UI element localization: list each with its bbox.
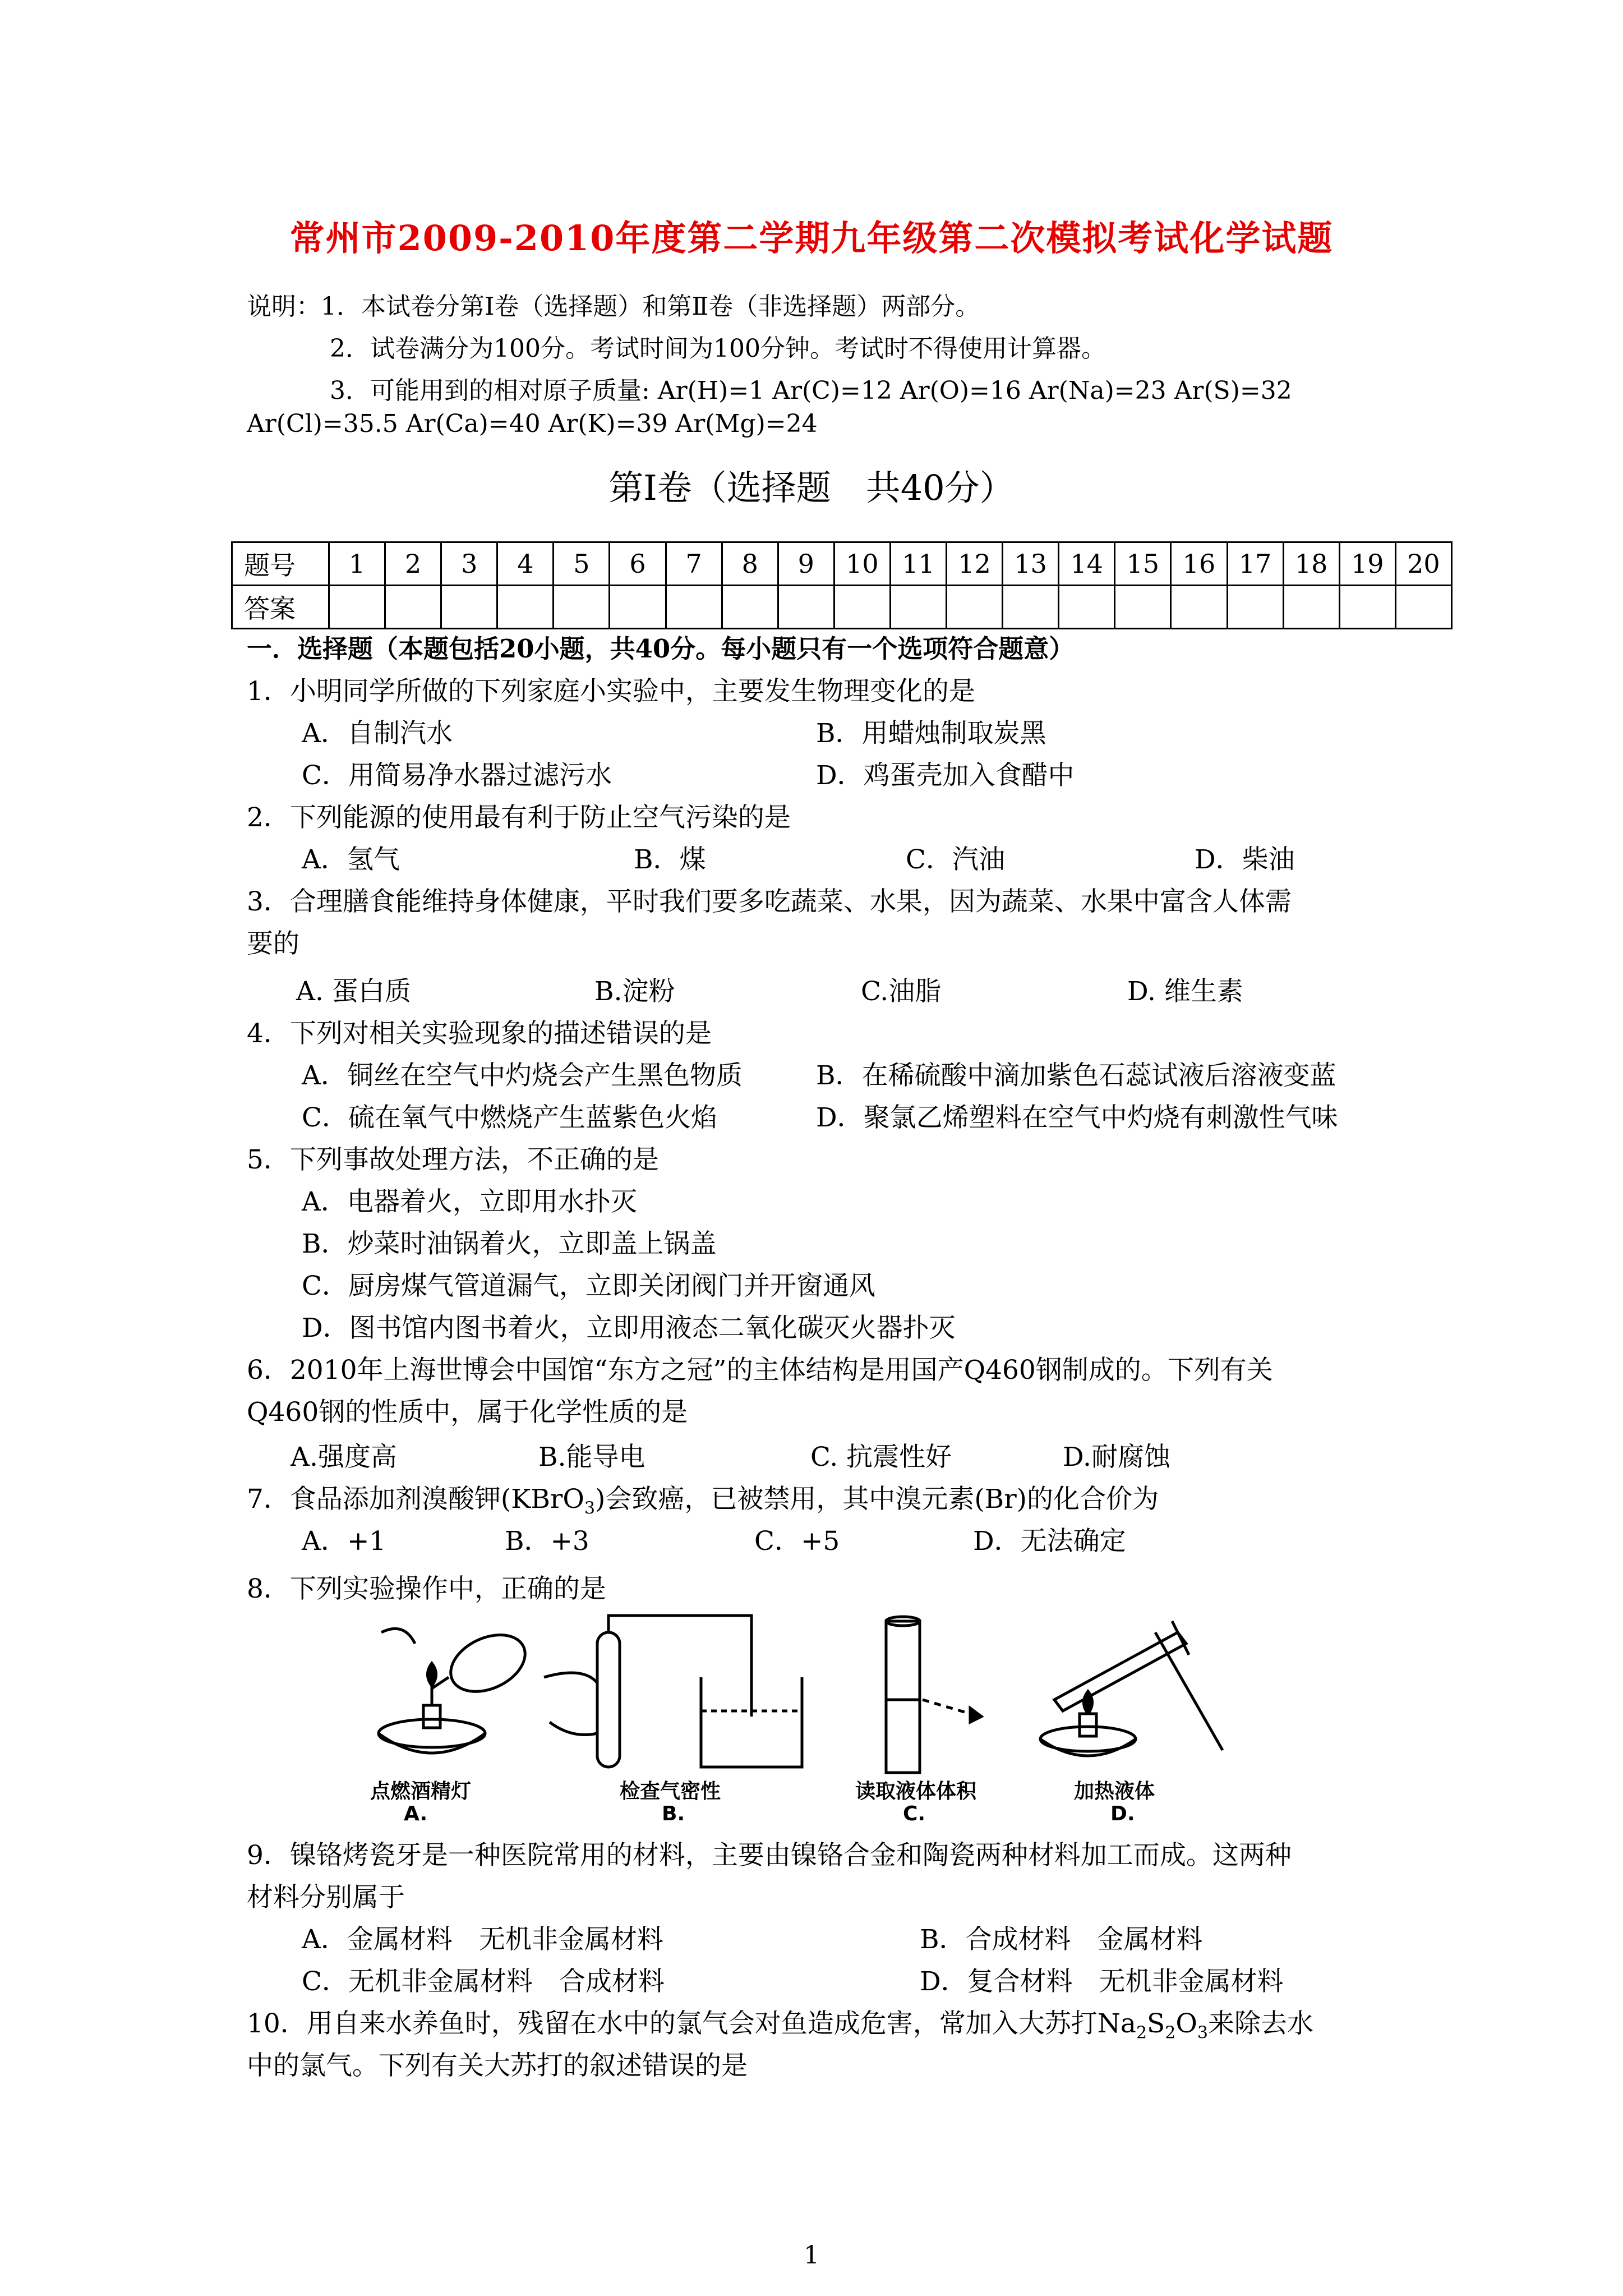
answer-cell[interactable]	[1059, 586, 1115, 629]
table-cell-number: 2	[385, 542, 441, 586]
q9-stem-line-1: 9．镍铬烤瓷牙是一种医院常用的材料，主要由镍铬合金和陶瓷两种材料加工而成。这两种	[247, 1840, 1292, 1871]
q7-stem	[247, 1478, 1159, 1518]
q10-mid-1: S	[1147, 2008, 1165, 2039]
note-line-4: Ar(Cl)=35.5 Ar(Ca)=40 Ar(K)=39 Ar(Mg)=24	[247, 409, 818, 438]
answer-table-number-row	[232, 542, 1452, 586]
q7-stem-pre: 7．食品添加剂溴酸钾(KBrO	[247, 1484, 584, 1515]
q2-option-d: D．柴油	[1195, 844, 1295, 875]
q3-stem-line-1: 3．合理膳食能维持身体健康，平时我们要多吃蔬菜、水果，因为蔬菜、水果中富含人体需	[247, 886, 1292, 917]
note-line-3: 3．可能用到的相对原子质量: Ar(H)=1 Ar(C)=12 Ar(O)=16 Ar(Na)=23 Ar(S)=32	[330, 376, 1292, 405]
q10-stem-line-2: 中的氯气。下列有关大苏打的叙述错误的是	[247, 2050, 748, 2081]
q1-stem: 1．小明同学所做的下列家庭小实验中，主要发生物理变化的是	[247, 676, 975, 707]
section-title: 第Ⅰ卷（选择题 共40分）	[608, 467, 1015, 508]
q5-option-b: B．炒菜时油锅着火，立即盖上锅盖	[302, 1228, 717, 1259]
q6-option-d: D.耐腐蚀	[1063, 1442, 1170, 1473]
q2-stem: 2．下列能源的使用最有利于防止空气污染的是	[247, 802, 791, 833]
q6-stem-line-1: 6．2010年上海世博会中国馆“东方之冠”的主体结构是用国产Q460钢制成的。下列有关	[247, 1355, 1273, 1386]
q10-sub-1: 2	[1136, 2023, 1147, 2043]
q2-option-c: C．汽油	[906, 844, 1005, 875]
table-cell-number: 3	[441, 542, 497, 586]
answer-cell[interactable]	[834, 586, 890, 629]
q4-option-c: C．硫在氧气中燃烧产生蓝紫色火焰	[302, 1102, 717, 1133]
q9-option-a: A．金属材料 无机非金属材料	[302, 1924, 663, 1955]
answer-cell[interactable]	[1395, 586, 1451, 629]
table-cell-number: 4	[497, 542, 554, 586]
part-heading: 一．选择题（本题包括20小题，共40分。每小题只有一个选项符合题意）	[247, 634, 1075, 664]
table-cell-number: 8	[722, 542, 778, 586]
fig-label-c-text: 读取液体体积	[855, 1780, 977, 1803]
answer-cell[interactable]	[1171, 586, 1227, 629]
q1-option-c: C．用简易净水器过滤污水	[302, 760, 612, 791]
q3-option-b: B.淀粉	[594, 976, 675, 1007]
q2-option-b: B．煤	[634, 844, 706, 875]
heating-liquid-icon	[1040, 1621, 1223, 1756]
q5-stem: 5．下列事故处理方法，不正确的是	[247, 1144, 659, 1175]
answer-cell[interactable]	[1227, 586, 1283, 629]
answer-table	[231, 541, 1453, 629]
graduated-cylinder-icon	[886, 1617, 981, 1773]
q6-option-a: A.强度高	[291, 1442, 397, 1473]
answer-cell[interactable]	[666, 586, 722, 629]
q4-option-b: B．在稀硫酸中滴加紫色石蕊试液后溶液变蓝	[816, 1060, 1336, 1091]
answer-cell[interactable]	[554, 586, 610, 629]
fig-letter-b: B.	[662, 1802, 685, 1823]
fig-letter-a: A.	[404, 1802, 428, 1823]
q4-stem: 4．下列对相关实验现象的描述错误的是	[247, 1018, 712, 1049]
answer-table-answer-row	[232, 586, 1452, 629]
q3-option-c: C.油脂	[861, 976, 942, 1007]
q6-option-c: C. 抗震性好	[810, 1442, 952, 1473]
q2-option-a: A．氢气	[302, 844, 400, 875]
q6-stem-line-2: Q460钢的性质中，属于化学性质的是	[247, 1397, 688, 1428]
table-cell-number: 9	[778, 542, 834, 586]
note-line-1: 说明：1．本试卷分第Ⅰ卷（选择题）和第Ⅱ卷（非选择题）两部分。	[247, 292, 980, 321]
table-header-question-number: 题号	[232, 542, 329, 586]
page-number: 1	[804, 2241, 819, 2270]
answer-cell[interactable]	[329, 586, 385, 629]
q3-option-a: A. 蛋白质	[296, 976, 411, 1007]
q5-option-c: C．厨房煤气管道漏气，立即关闭阀门并开窗通风	[302, 1271, 875, 1301]
answer-cell[interactable]	[1283, 586, 1339, 629]
fig-letter-d: D.	[1110, 1802, 1135, 1823]
table-cell-number: 1	[329, 542, 385, 586]
answer-cell[interactable]	[890, 586, 946, 629]
q8-stem: 8．下列实验操作中，正确的是	[247, 1573, 606, 1604]
table-cell-number: 15	[1115, 542, 1171, 586]
q3-stem-line-2: 要的	[247, 928, 299, 959]
q9-option-b: B．合成材料 金属材料	[920, 1924, 1203, 1955]
table-header-answer: 答案	[232, 586, 329, 629]
q1-option-d: D．鸡蛋壳加入食醋中	[816, 760, 1075, 791]
q1-option-a: A．自制汽水	[302, 718, 453, 749]
table-cell-number: 11	[890, 542, 946, 586]
lab-operations-svg	[348, 1610, 1234, 1823]
q3-option-d: D. 维生素	[1127, 976, 1243, 1007]
q4-option-a: A．铜丝在空气中灼烧会产生黑色物质	[302, 1060, 743, 1091]
q8-lab-figure	[348, 1610, 1234, 1823]
exam-title: 常州市2009-2010年度第二学期九年级第二次模拟考试化学试题	[289, 218, 1334, 259]
q7-option-d: D．无法确定	[973, 1526, 1126, 1557]
answer-cell[interactable]	[778, 586, 834, 629]
answer-cell[interactable]	[1003, 586, 1059, 629]
q4-option-d: D．聚氯乙烯塑料在空气中灼烧有刺激性气味	[816, 1102, 1338, 1133]
q10-mid-2: O	[1175, 2008, 1197, 2039]
q7-option-b: B．+3	[505, 1526, 589, 1557]
fig-label-a-text: 点燃酒精灯	[370, 1780, 472, 1803]
q9-option-c: C．无机非金属材料 合成材料	[302, 1966, 665, 1997]
note-line-2: 2．试卷满分为100分。考试时间为100分钟。考试时不得使用计算器。	[330, 334, 1106, 363]
q7-option-a: A．+1	[302, 1526, 386, 1557]
q5-option-d: D．图书馆内图书着火，立即用液态二氧化碳灭火器扑灭	[302, 1313, 956, 1343]
table-cell-number: 7	[666, 542, 722, 586]
table-cell-number: 13	[1003, 542, 1059, 586]
q10-sub-2: 2	[1165, 2023, 1176, 2043]
alcohol-lamp-icon	[379, 1624, 534, 1753]
q9-option-d: D．复合材料 无机非金属材料	[920, 1966, 1284, 1997]
q6-option-b: B.能导电	[538, 1442, 645, 1473]
table-cell-number: 12	[947, 542, 1003, 586]
answer-cell[interactable]	[722, 586, 778, 629]
q7-stem-post: )会致癌，已被禁用，其中溴元素(Br)的化合价为	[594, 1484, 1159, 1515]
answer-cell[interactable]	[1339, 586, 1395, 629]
table-cell-number: 16	[1171, 542, 1227, 586]
table-cell-number: 19	[1339, 542, 1395, 586]
answer-cell[interactable]	[947, 586, 1003, 629]
answer-cell[interactable]	[497, 586, 554, 629]
q5-option-a: A．电器着火，立即用水扑灭	[302, 1186, 637, 1217]
answer-cell[interactable]	[385, 586, 441, 629]
q10-stem-pre: 10．用自来水养鱼时，残留在水中的氯气会对鱼造成危害，常加入大苏打Na	[247, 2008, 1136, 2039]
q1-option-b: B．用蜡烛制取炭黑	[816, 718, 1046, 749]
table-cell-number: 20	[1395, 542, 1451, 586]
table-cell-number: 17	[1227, 542, 1283, 586]
fig-letter-c: C.	[903, 1802, 926, 1823]
airtightness-check-icon	[544, 1616, 802, 1767]
table-cell-number: 14	[1059, 542, 1115, 586]
q10-stem-post: 来除去水	[1207, 2008, 1313, 2039]
table-cell-number: 5	[554, 542, 610, 586]
q7-subscript: 3	[584, 1498, 595, 1519]
q9-stem-line-2: 材料分别属于	[247, 1882, 405, 1913]
table-cell-number: 6	[610, 542, 666, 586]
q10-sub-3: 3	[1197, 2023, 1208, 2043]
fig-label-b-text: 检查气密性	[620, 1780, 721, 1803]
table-cell-number: 18	[1283, 542, 1339, 586]
answer-cell[interactable]	[1115, 586, 1171, 629]
answer-cell[interactable]	[610, 586, 666, 629]
q7-option-c: C．+5	[754, 1526, 840, 1557]
table-cell-number: 10	[834, 542, 890, 586]
q10-stem-line-1	[247, 2003, 1313, 2042]
answer-cell[interactable]	[441, 586, 497, 629]
fig-label-d-text: 加热液体	[1074, 1780, 1155, 1803]
